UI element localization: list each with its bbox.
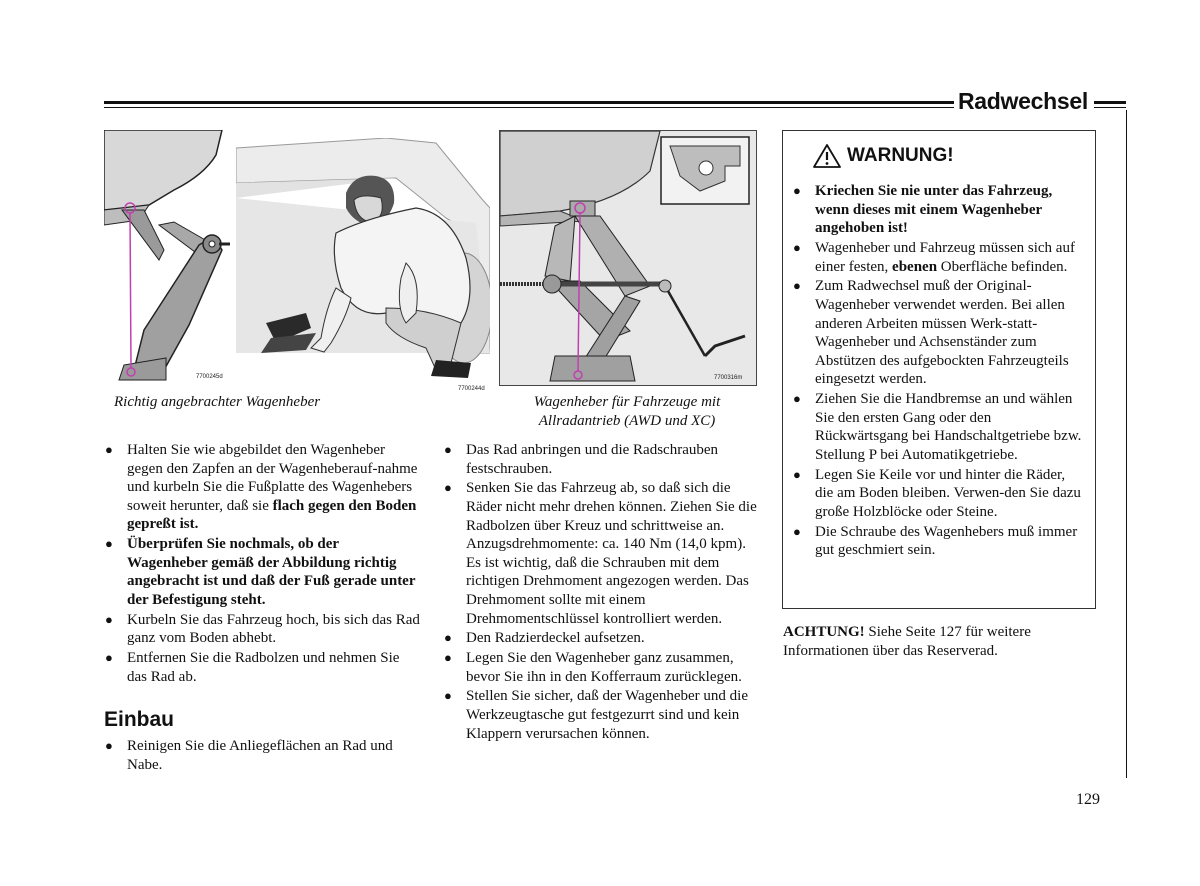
list-item-text: Kurbeln Sie das Fahrzeug hoch, bis sich das Rad ganz vom Boden abhebt. — [127, 611, 420, 647]
page-margin-line — [1126, 110, 1127, 778]
subheading-einbau: Einbau — [104, 708, 175, 731]
list-item-text: Zum Radwechsel muß der Original-Wagenheber verwendet werden. Bei allen anderen Arbeiten müssen Werk-statt-Wagenheber und Achsenständer zum Abstützen des aufgebockten Fahrzeugteils eingesetzt werden. — [815, 278, 1069, 388]
bullet-icon: ● — [105, 650, 113, 666]
bullet-icon: ● — [444, 688, 452, 704]
list-item — [792, 277, 1082, 389]
header-rule-thin — [104, 107, 954, 108]
list-item-text: Die Schraube des Wagenhebers muß immer gut geschmiert sein. — [815, 523, 1078, 559]
header-rule-right — [1094, 101, 1126, 104]
list-item — [104, 611, 422, 648]
list-item — [792, 390, 1082, 464]
bullet-icon: ● — [793, 239, 801, 255]
list-item-text: Oberfläche befinden. — [937, 258, 1068, 275]
achtung-note — [783, 623, 1083, 661]
list-item — [104, 737, 422, 774]
list-item-text: Den Radzierdeckel aufsetzen. — [466, 630, 645, 647]
list-item-text: Stellen Sie sicher, daß der Wagenheber und die Werkzeugtasche gut festgezurrt sind und kein Klappern verursachen können. — [466, 688, 748, 742]
list-item-text: Ziehen Sie die Handbremse an und wählen Sie den ersten Gang oder den Rückwärtsgang bei Handschaltgetriebe bzw. Stellung P bei Automatikgetriebe. — [815, 391, 1082, 463]
list-item-text: Entfernen Sie die Radbolzen und nehmen Sie das Rad ab. — [127, 650, 400, 685]
bullet-icon: ● — [444, 630, 452, 646]
figure-code: 7700245d — [196, 374, 223, 380]
list-item-text: Legen Sie den Wagenheber ganz zusammen, bevor Sie ihn in den Kofferraum zurücklegen. — [466, 650, 742, 685]
achtung-text: Siehe Seite 127 für weitere Informationen über das Reserverad. — [783, 624, 1031, 659]
bullet-icon: ● — [105, 442, 113, 457]
header-rule — [104, 101, 954, 104]
list-item — [443, 649, 761, 686]
list-item-text: Halten Sie wie abgebildet den Wagenheber gegen den Zapfen an der Wagenheberauf-nahme und kurbeln Sie die Fußplatte des Wagenhebers soweit herunter, daß sie — [127, 442, 418, 514]
figure-code: 7700316m — [714, 375, 743, 381]
section-title: Radwechsel — [958, 88, 1088, 114]
list-item — [792, 239, 1082, 276]
list-item-text: Legen Sie Keile vor und hinter die Räder, die am Boden bleiben. Verwen-den Sie dazu große Holzblöcke oder Steine. — [815, 466, 1081, 520]
person-jack-image — [236, 138, 490, 382]
warning-title: WARNUNG! — [847, 145, 954, 166]
warning-box — [782, 130, 1096, 609]
figure-caption-2 — [498, 393, 756, 431]
jack-closeup-image — [104, 130, 230, 382]
list-item — [104, 649, 422, 686]
list-item — [443, 629, 761, 648]
bullet-icon: ● — [105, 738, 113, 753]
list-item-text: Wagenheber und Fahrzeug müssen sich auf einer festen, — [815, 239, 1075, 275]
bullet-icon: ● — [793, 523, 801, 539]
list-item-text: Überprüfen Sie nochmals, ob der Wagenheber gemäß der Abbildung richtig angebracht ist und daß der Fuß gerade unter der Befestigung steht. — [127, 536, 416, 608]
warning-list — [792, 182, 1082, 561]
einbau-list — [104, 737, 422, 775]
list-item-text: Reinigen Sie die Anliegeflächen an Rad und Nabe. — [127, 738, 393, 773]
instruction-list-1 — [104, 441, 422, 687]
list-item-text: Kriechen Sie nie unter das Fahrzeug, wenn dieses mit einem Wagenheber angehoben ist! — [815, 183, 1053, 237]
bullet-icon: ● — [793, 278, 801, 294]
achtung-label: ACHTUNG! — [783, 624, 865, 640]
bullet-icon: ● — [444, 650, 452, 666]
header-rule-right-thin — [1094, 107, 1126, 108]
list-item — [104, 441, 422, 534]
awd-jack-image — [499, 130, 757, 386]
list-item — [443, 687, 761, 743]
bullet-icon: ● — [793, 183, 801, 198]
caption-line: Wagenheber für Fahrzeuge mit — [533, 394, 721, 410]
list-item-text: ebenen — [892, 258, 938, 275]
bullet-icon: ● — [105, 611, 113, 627]
list-item — [792, 466, 1082, 522]
list-item — [443, 441, 761, 478]
caption-line: Allradantrieb (AWD und XC) — [538, 413, 716, 429]
bullet-icon: ● — [444, 442, 452, 457]
bullet-icon: ● — [793, 466, 801, 482]
list-item-text: flach gegen den Boden gepreßt ist. — [127, 497, 417, 533]
list-item-text: Das Rad anbringen und die Radschrauben festschrauben. — [466, 442, 719, 477]
instruction-list-2 — [443, 441, 761, 744]
list-item-text: Senken Sie das Fahrzeug ab, so daß sich die Räder nicht mehr drehen können. Ziehen Sie die Radbolzen über Kreuz und schrittweise an. Anzugsdrehmomente: ca. 140 Nm (14,0 kpm). Es ist wichtig, daß die Schrauben mit dem richtigen Drehmoment angezogen werden. Das Drehmoment sollte mit einem Drehmomentschlüssel kontrolliert werden. — [466, 480, 757, 627]
list-item — [792, 523, 1082, 560]
figure-caption: Richtig angebrachter Wagenheber — [114, 394, 321, 410]
bullet-icon: ● — [105, 536, 113, 552]
list-item — [443, 479, 761, 628]
list-item — [792, 182, 1082, 238]
warning-icon — [813, 143, 841, 169]
bullet-icon: ● — [793, 391, 801, 407]
list-item — [104, 535, 422, 609]
bullet-icon: ● — [444, 480, 452, 496]
page-number: 129 — [1076, 791, 1100, 808]
figure-code-b: 7700244d — [458, 386, 485, 392]
